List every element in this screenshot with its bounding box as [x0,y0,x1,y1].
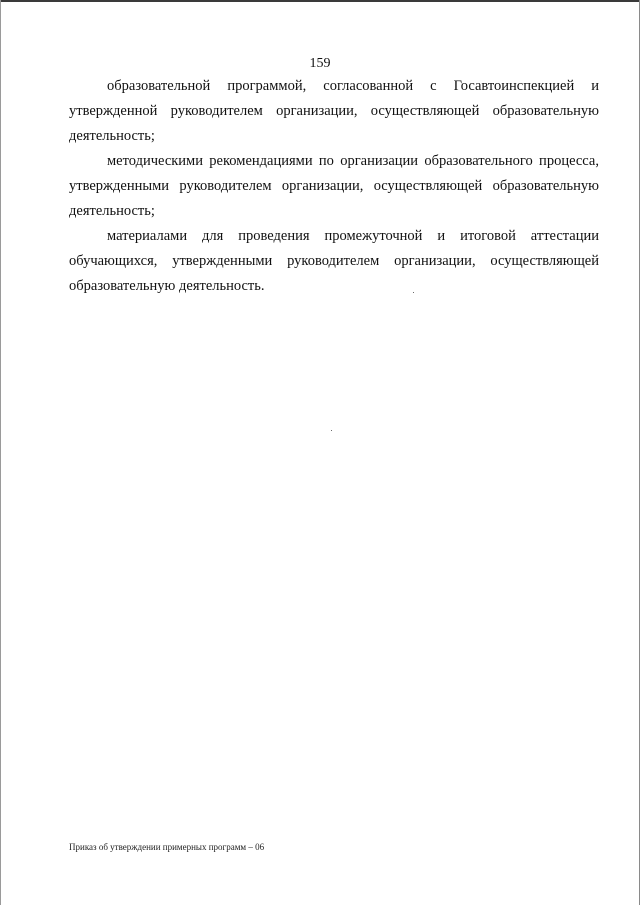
document-body [69,74,599,299]
paragraph-methodical-recommendations: методическими рекомендациями по организации образовательного процесса, утвержденными руководителем организации, осуществляющей образовательную деятельность; [69,153,599,219]
scan-speck [331,430,332,431]
page-number: 159 [309,56,331,71]
scan-left-border [0,0,1,905]
paragraph-educational-program: образовательной программой, согласованной с Госавтоинспекцией и утвержденной руководителем организации, осуществляющей образовательную деятельность; [69,78,599,144]
document-footer: Приказ об утверждении примерных программ – 06 [69,842,265,852]
scan-speck [413,292,414,293]
scan-top-border [0,0,640,2]
paragraph-attestation-materials: материалами для проведения промежуточной и итоговой аттестации обучающихся, утвержденными руководителем организации, осуществляющей образовательную деятельность. [69,228,599,294]
